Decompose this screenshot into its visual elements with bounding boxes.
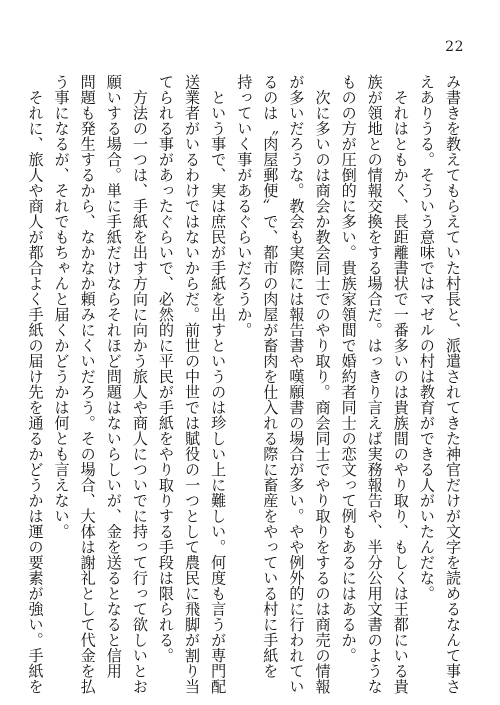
text-line-12: てられる事があったぐらいで、必然的に平民が手紙をやり取りする手段は限られる。	[156, 74, 175, 663]
text-line-11: 送業者がいるわけではないからだ。前世の中世では賦役の一つとして農民に飛脚が割り当	[183, 74, 202, 694]
text-line-10: という事で、実は庶民が手紙を出すというのは珍しい上に難しい。何度も言うが専門配	[209, 74, 228, 694]
text-line-15: 問題も発生するから、なかなか頼みにくいだろう。その場合、大体は謝礼として代金を払	[78, 74, 97, 694]
text-line-3: それはともかく、長距離書状で一番多いのは貴族間のやり取り、もしくは王都にいる貴	[391, 74, 410, 694]
body-text	[22, 74, 466, 694]
text-line-7: が多いだろうな。教会も実際には報告書や嘆願書の場合が多い。やや例外的に行われてい	[287, 74, 306, 694]
text-line-6: 次に多いのは商会か教会同士でのやり取り。商会同士でやり取りをするのは商売の情報	[313, 74, 332, 694]
text-line-9: 持っていく事があるぐらいだろうか。	[235, 74, 254, 338]
text-line-13: 方法の一つは、手紙を出す方向に向かう旅人や商人についでに持って行って欲しいとお	[130, 74, 149, 694]
text-line-8: るのは〝肉屋郵便〟で、都市の肉屋が畜肉を仕入れる際に畜産をやっている村に手紙を	[261, 74, 280, 679]
text-line-14: 願いする場合。単に手紙だけならそれほど問題はないらしいが、金を送るとなると信用	[104, 74, 123, 679]
text-line-1: み書きを教えてもらえていた村長と、派遣されてきた神官だけが文字を読めるなんて事さ	[444, 74, 462, 694]
text-line-2: えありうる。そういう意味ではマゼルの村は教育ができる人がいたんだな。	[417, 74, 436, 601]
text-line-5: ものの方が圧倒的に多い。貴族家領間で婚約者同士の恋文って例もあるにはあるか。	[339, 74, 358, 663]
text-line-17: それに、旅人や商人が都合よく手紙の届け先を通るかどうかは運の要素が強い。手紙を	[26, 74, 45, 694]
text-line-16: う事になるが、それでもちゃんと届くかどうかは何とも言えない。	[52, 74, 71, 539]
page-number: 22	[445, 39, 464, 55]
text-line-4: 族が領地との情報交換をする場合だ。はっきり言えば実務報告や、半分公用文書のような	[365, 74, 384, 694]
